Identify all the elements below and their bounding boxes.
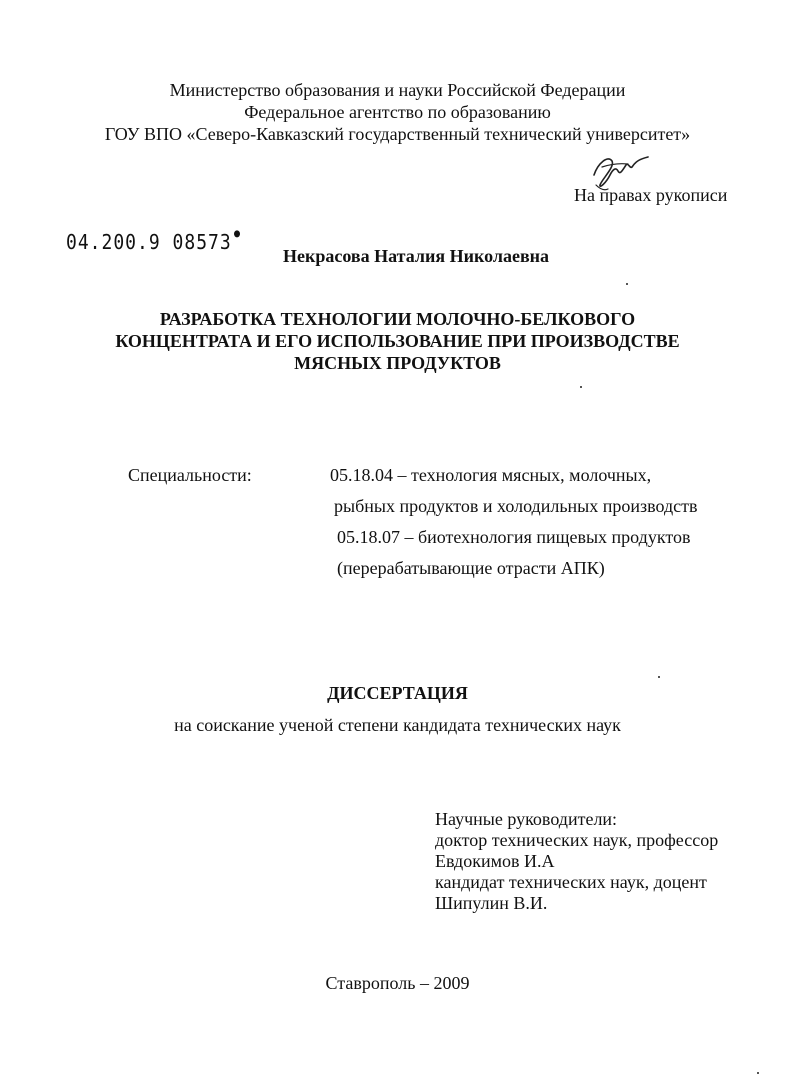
ministry-line: Министерство образования и науки Российской Федерации [169,80,626,100]
specialty-line-1: 05.18.04 – технология мясных, молочных, [330,465,652,485]
supervisor-line-4: Шипулин В.И. [435,893,548,913]
title-line-2: КОНЦЕНТРАТА И ЕГО ИСПОЛЬЗОВАНИЕ ПРИ ПРОИЗВОДСТВЕ [115,331,680,351]
specialty-line-2: рыбных продуктов и холодильных производств [334,496,698,516]
supervisor-line-1: доктор технических наук, профессор [435,830,719,850]
university-line: ГОУ ВПО «Северо-Кавказский государственный технический университет» [104,124,691,144]
supervisor-line-3: кандидат технических наук, доцент [435,872,707,892]
stamp-number-text: 04.200.9 08573 [66,230,232,255]
specialty-line-4: (перерабатывающие отрасти АПК) [337,558,605,578]
specialty-line-3: 05.18.07 – биотехнология пищевых продуктов [337,527,691,547]
agency-line: Федеральное агентство по образованию [244,102,551,122]
scan-speck [626,283,628,285]
supervisors-label: Научные руководители: [435,809,618,829]
author-name: Некрасова Наталия Николаевна [283,246,550,266]
title-line-1: РАЗРАБОТКА ТЕХНОЛОГИИ МОЛОЧНО-БЕЛКОВОГО [159,309,636,329]
manuscript-note: На правах рукописи [574,185,728,205]
library-stamp-number [66,230,240,254]
scan-speck [757,1072,759,1074]
scan-speck [658,676,660,678]
degree-line: на соискание ученой степени кандидата технических наук [174,715,621,735]
document-type: ДИССЕРТАЦИЯ [327,683,468,703]
specialties-label: Специальности: [128,465,252,485]
scan-speck [580,386,582,388]
stamp-dot-icon [234,230,240,237]
supervisor-line-2: Евдокимов И.А [435,851,555,871]
title-line-3: МЯСНЫХ ПРОДУКТОВ [294,353,501,373]
city-year: Ставрополь – 2009 [325,973,470,993]
